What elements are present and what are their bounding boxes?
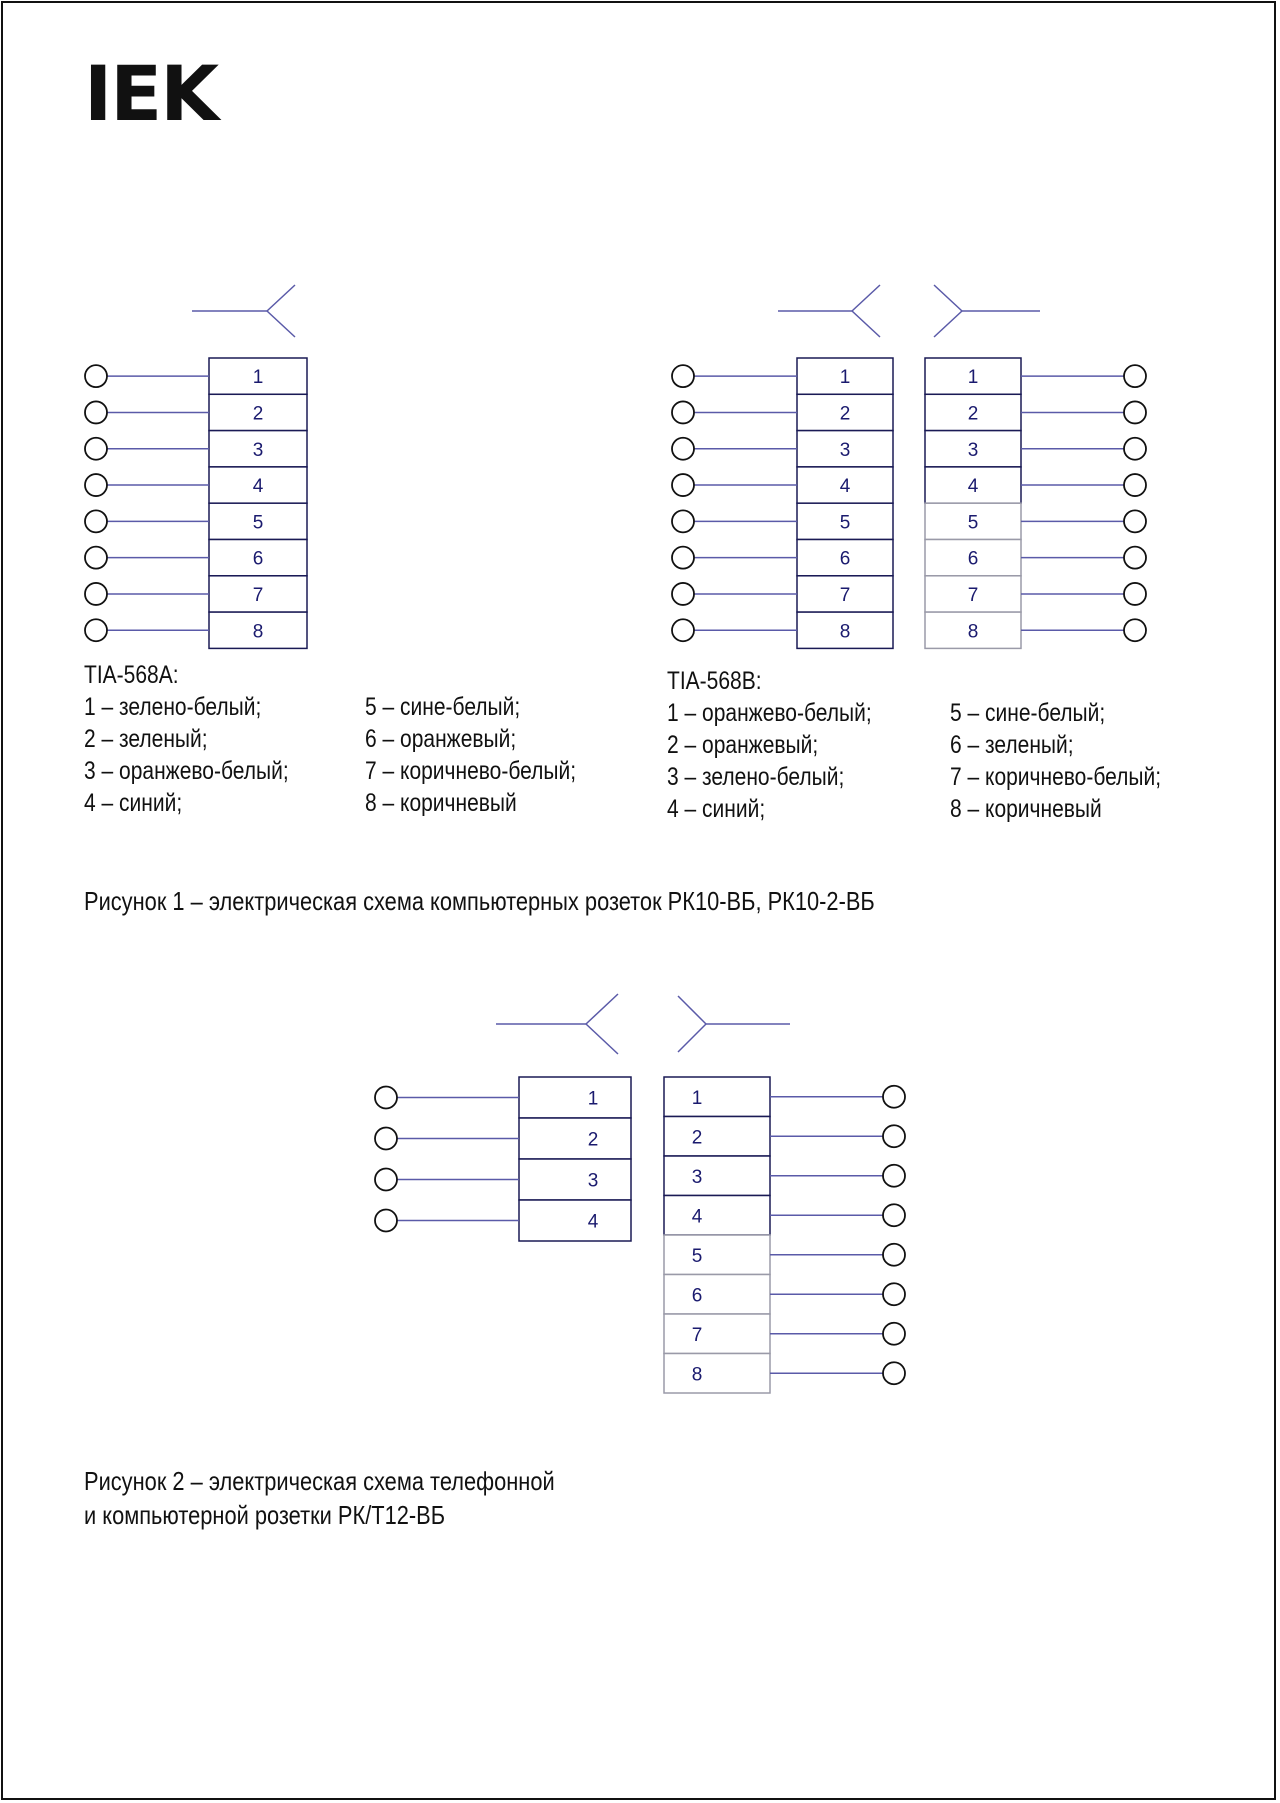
pin-label: 7 [252, 584, 264, 606]
pin-cell [519, 1159, 631, 1200]
figure2-caption-line2: и компьютерной розетки РК/Т12-ВБ [84, 1500, 446, 1530]
figure2-caption-line1: Рисунок 2 – электрическая схема телефонной [84, 1466, 555, 1496]
terminal-circle [85, 510, 107, 532]
terminal-circle [1124, 401, 1146, 423]
pin-label: 8 [691, 1364, 703, 1386]
terminal-circle [85, 474, 107, 496]
pin-label: 1 [967, 367, 979, 389]
pin-label: 7 [691, 1324, 703, 1346]
connector-symbol [852, 311, 880, 337]
pin-label: 1 [839, 367, 851, 389]
pin-label: 2 [587, 1129, 599, 1151]
pin-cell [664, 1156, 770, 1196]
tia-568b-legend-right [950, 698, 1201, 826]
legend-entry: 6 – зеленый; [950, 731, 1074, 759]
tia-568b-title: TIA-568B: [667, 667, 762, 695]
terminal-circle [883, 1165, 905, 1187]
terminal-circle [883, 1283, 905, 1305]
pin-label: 1 [587, 1088, 599, 1110]
legend-entry: 4 – синий; [84, 789, 183, 817]
tia-568b-legend-left [667, 698, 911, 826]
pin-label: 4 [252, 476, 264, 498]
figure1-caption: Рисунок 1 – электрическая схема компьютерных розеток РК10-ВБ, РК10-2-ВБ [84, 886, 875, 916]
pin-label: 8 [967, 621, 979, 643]
terminal-circle [883, 1204, 905, 1226]
pin-label: 5 [691, 1245, 703, 1267]
terminal-circle [1124, 365, 1146, 387]
terminal-circle [375, 1210, 397, 1232]
connector-symbol [852, 285, 880, 311]
pin-cell [519, 1077, 631, 1118]
pin-cell [664, 1077, 770, 1117]
pin-cell [664, 1275, 770, 1315]
iek-logo: IEK [84, 49, 218, 138]
pin-label: 6 [967, 548, 979, 570]
pin-label: 2 [252, 403, 264, 425]
pin-label: 5 [967, 512, 979, 534]
pin-label: 3 [691, 1166, 703, 1188]
terminal-circle [883, 1362, 905, 1384]
terminal-circle [1124, 619, 1146, 641]
terminal-circle [672, 474, 694, 496]
connector-symbol [586, 1024, 618, 1054]
terminal-circle [672, 401, 694, 423]
terminal-circle [85, 365, 107, 387]
tia-568a-legend-left [84, 692, 328, 820]
tia-568a-title: TIA-568A: [84, 661, 179, 689]
terminal-circle [1124, 474, 1146, 496]
connector-symbol [934, 285, 962, 311]
legend-entry: 5 – сине-белый; [950, 699, 1106, 727]
legend-entry: 4 – синий; [667, 795, 766, 823]
legend-entry: 8 – коричневый [950, 795, 1102, 823]
legend-entry: 1 – зелено-белый; [84, 693, 262, 721]
legend-entry: 7 – коричнево-белый; [950, 763, 1162, 791]
pin-label: 2 [967, 403, 979, 425]
terminal-circle [672, 510, 694, 532]
pin-label: 5 [839, 512, 851, 534]
pin-label: 8 [252, 621, 264, 643]
pin-label: 3 [252, 439, 264, 461]
terminal-circle [883, 1086, 905, 1108]
pin-label: 4 [967, 476, 979, 498]
pin-cell [664, 1314, 770, 1354]
terminal-circle [85, 583, 107, 605]
terminal-circle [672, 438, 694, 460]
terminal-circle [883, 1244, 905, 1266]
pin-label: 2 [839, 403, 851, 425]
legend-entry: 6 – оранжевый; [365, 725, 517, 753]
pin-label: 6 [839, 548, 851, 570]
pin-cell [519, 1200, 631, 1241]
terminal-circle [883, 1323, 905, 1345]
terminal-circle [375, 1087, 397, 1109]
pin-cell [519, 1118, 631, 1159]
terminal-circle [672, 365, 694, 387]
connector-symbol [267, 311, 295, 337]
pin-label: 4 [587, 1211, 599, 1233]
terminal-circle [1124, 547, 1146, 569]
legend-entry: 2 – зеленый; [84, 725, 208, 753]
terminal-circle [85, 547, 107, 569]
connector-symbol [586, 994, 618, 1024]
terminal-circle [375, 1128, 397, 1150]
legend-entry: 3 – оранжево-белый; [84, 757, 289, 785]
connector-symbol [267, 285, 295, 311]
connector-symbol [934, 311, 962, 337]
terminal-circle [85, 401, 107, 423]
terminal-circle [1124, 510, 1146, 532]
pin-label: 3 [839, 439, 851, 461]
legend-entry: 2 – оранжевый; [667, 731, 819, 759]
terminal-circle [1124, 438, 1146, 460]
terminal-circle [1124, 583, 1146, 605]
pin-label: 4 [691, 1206, 703, 1228]
pin-cell [664, 1235, 770, 1275]
pin-label: 1 [252, 367, 264, 389]
pin-label: 1 [691, 1087, 703, 1109]
pin-label: 7 [967, 584, 979, 606]
terminal-circle [672, 619, 694, 641]
pin-label: 5 [252, 512, 264, 534]
legend-entry: 8 – коричневый [365, 789, 517, 817]
terminal-circle [672, 547, 694, 569]
legend-entry: 5 – сине-белый; [365, 693, 521, 721]
legend-entry: 3 – зелено-белый; [667, 763, 845, 791]
terminal-circle [672, 583, 694, 605]
legend-entry: 7 – коричнево-белый; [365, 757, 577, 785]
connector-symbol [678, 996, 706, 1024]
pin-label: 6 [252, 548, 264, 570]
pin-label: 4 [839, 476, 851, 498]
terminal-circle [85, 619, 107, 641]
pin-cell [664, 1196, 770, 1236]
terminal-circle [375, 1169, 397, 1191]
legend-entry: 1 – оранжево-белый; [667, 699, 872, 727]
pin-cell [664, 1354, 770, 1394]
pin-label: 3 [967, 439, 979, 461]
terminal-circle [883, 1125, 905, 1147]
tia-568a-legend-right [365, 692, 616, 820]
pin-cell [664, 1117, 770, 1157]
pin-label: 8 [839, 621, 851, 643]
pin-label: 7 [839, 584, 851, 606]
pin-label: 6 [691, 1285, 703, 1307]
pin-label: 2 [691, 1127, 703, 1149]
connector-symbol [678, 1024, 706, 1052]
pin-label: 3 [587, 1170, 599, 1192]
terminal-circle [85, 438, 107, 460]
